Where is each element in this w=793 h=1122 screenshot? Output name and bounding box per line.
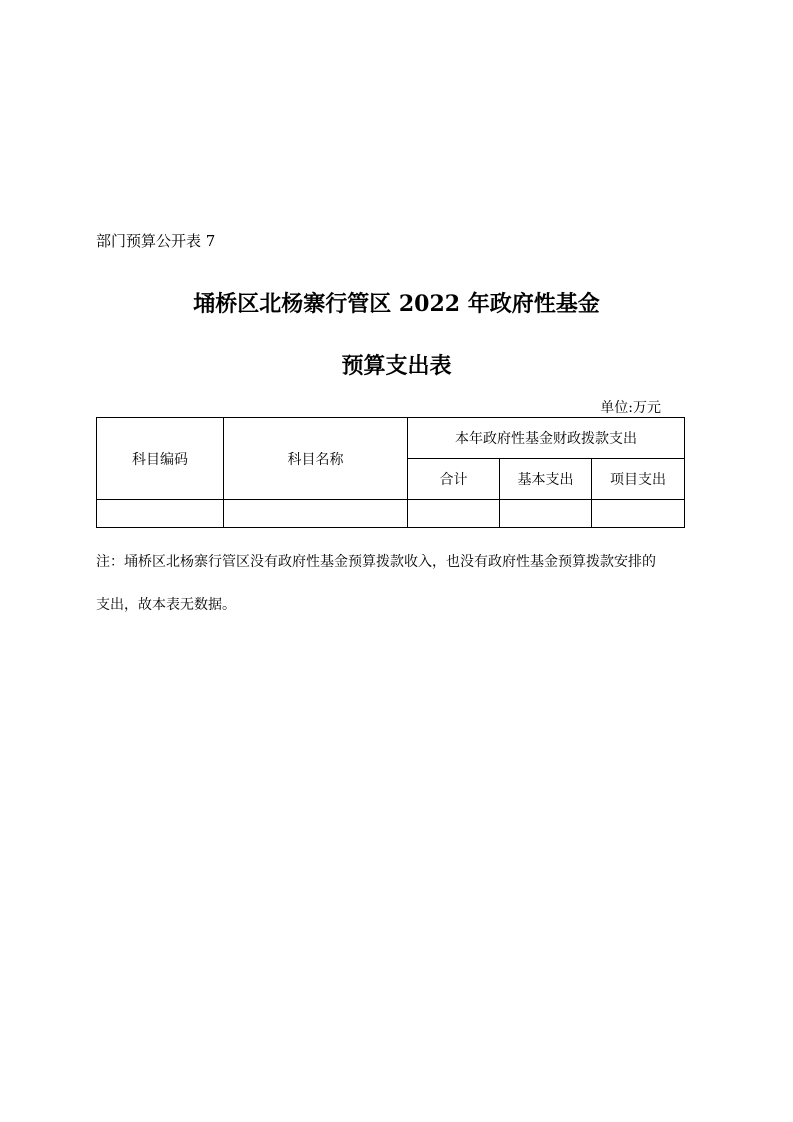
header-subject-name: 科目名称: [224, 418, 408, 500]
table-cell: [500, 500, 592, 528]
table-cell: [408, 500, 500, 528]
table-cell: [224, 500, 408, 528]
table-cell: [97, 500, 224, 528]
header-fund-expenditure: 本年政府性基金财政拨款支出: [408, 418, 685, 459]
note-line-1: 注：埇桥区北杨寨行管区没有政府性基金预算拨款收入，也没有政府性基金预算拨款安排的: [96, 554, 656, 570]
table-cell: [592, 500, 685, 528]
header-total: 合计: [408, 459, 500, 500]
header-subject-code: 科目编码: [97, 418, 224, 500]
table-label: 部门预算公开表 7: [96, 232, 216, 250]
table-row: [97, 500, 685, 528]
header-project-expenditure: 项目支出: [592, 459, 685, 500]
budget-table: [96, 417, 685, 528]
note-line-2: 支出，故本表无数据。: [96, 597, 236, 613]
table-header-row: [97, 418, 685, 459]
header-basic-expenditure: 基本支出: [500, 459, 592, 500]
unit-label: 单位:万元: [600, 400, 661, 416]
page-subtitle: 预算支出表: [341, 353, 452, 379]
page-title: 埇桥区北杨寨行管区 2022 年政府性基金: [193, 291, 600, 317]
